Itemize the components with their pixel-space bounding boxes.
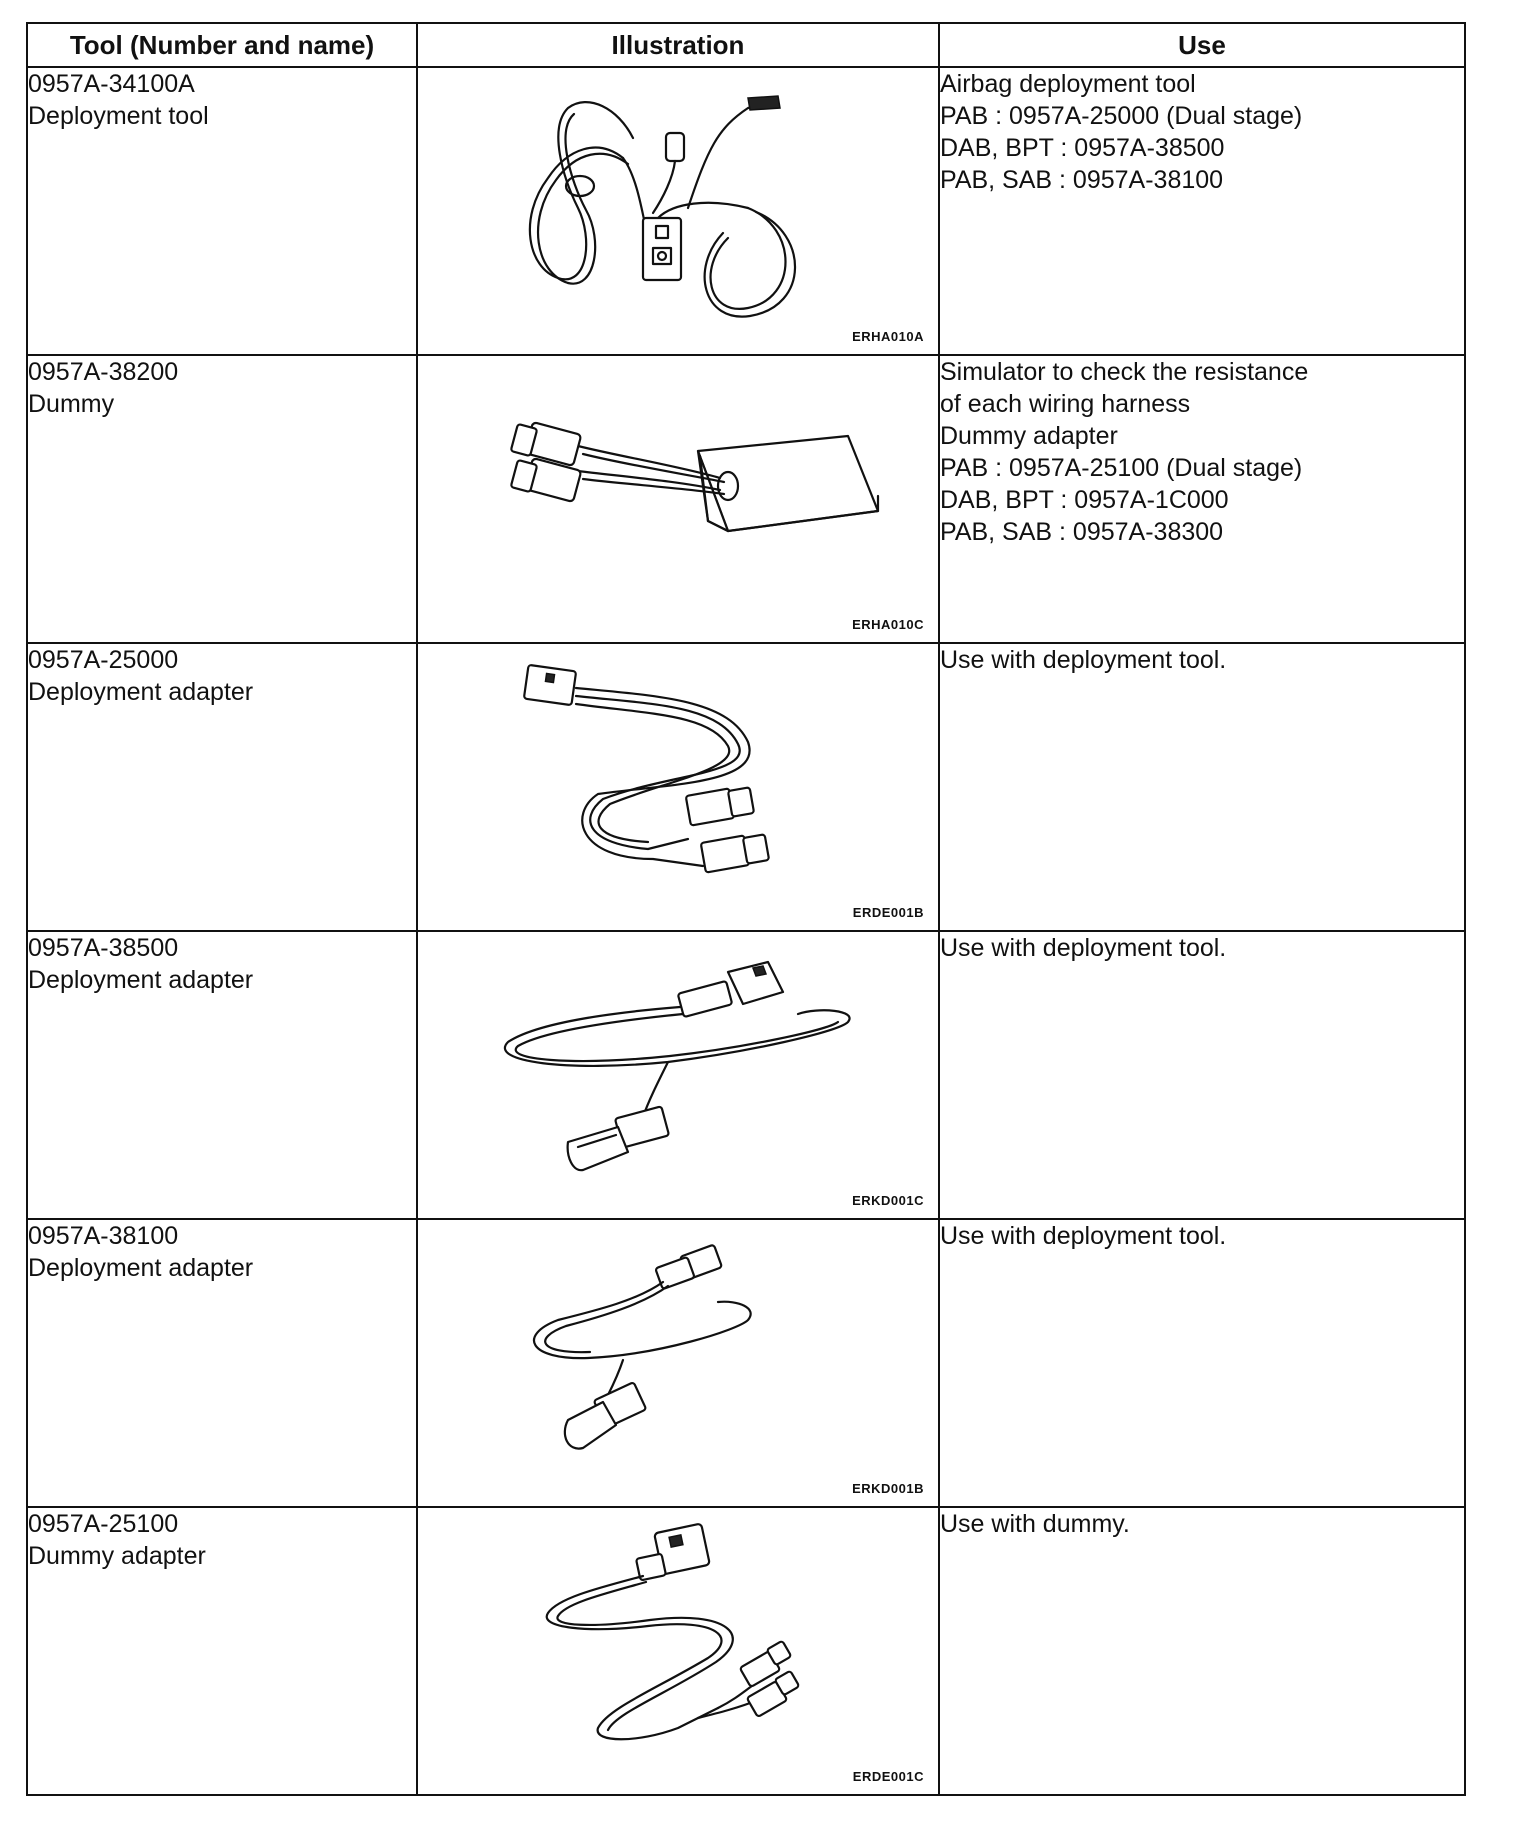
table-row	[27, 1219, 1465, 1507]
use-cell	[939, 1219, 1465, 1507]
tool-number: 0957A-38200	[28, 358, 179, 386]
tool-cell	[27, 1507, 417, 1795]
tool-name: Dummy	[28, 390, 115, 418]
tool-name: Dummy adapter	[28, 1542, 206, 1570]
tool-number: 0957A-38100	[28, 1222, 179, 1250]
table-row	[27, 1507, 1465, 1795]
use-cell	[939, 643, 1465, 931]
dummy-illustration	[418, 356, 936, 640]
deployment-adapter-illustration	[418, 1220, 936, 1504]
deployment-adapter-illustration	[418, 644, 936, 928]
use-line: PAB, SAB : 0957A-38100	[940, 166, 1224, 194]
tool-name: Deployment tool	[28, 102, 209, 130]
illustration-cell	[417, 643, 939, 931]
header-illustration: Illustration	[417, 23, 939, 67]
special-tools-page	[26, 22, 1464, 1800]
table-row	[27, 355, 1465, 643]
tool-cell	[27, 67, 417, 355]
figure-code: ERDE001C	[852, 1769, 924, 1784]
tool-number: 0957A-38500	[28, 934, 179, 962]
use-cell	[939, 931, 1465, 1219]
table-row	[27, 67, 1465, 355]
use-cell	[939, 1507, 1465, 1795]
tool-cell	[27, 643, 417, 931]
illustration-cell	[417, 1507, 939, 1795]
use-line: Simulator to check the resistance	[940, 358, 1309, 386]
figure-code: ERKD001B	[852, 1481, 924, 1496]
use-line: Airbag deployment tool	[940, 70, 1196, 98]
deployment-tool-illustration	[418, 68, 936, 352]
illustration-cell	[417, 1219, 939, 1507]
header-use: Use	[939, 23, 1465, 67]
header-tool: Tool (Number and name)	[27, 23, 417, 67]
use-line: DAB, BPT : 0957A-1C000	[940, 486, 1229, 514]
illustration-cell	[417, 931, 939, 1219]
use-line: Use with deployment tool.	[940, 646, 1227, 674]
use-line: PAB : 0957A-25000 (Dual stage)	[940, 102, 1303, 130]
tool-number: 0957A-25000	[28, 646, 179, 674]
figure-code: ERKD001C	[852, 1193, 924, 1208]
table-row	[27, 643, 1465, 931]
figure-code: ERHA010A	[852, 329, 924, 344]
illustration-cell	[417, 67, 939, 355]
tool-cell	[27, 1219, 417, 1507]
special-tools-table	[26, 22, 1466, 1796]
tool-name: Deployment adapter	[28, 1254, 254, 1282]
tool-cell	[27, 355, 417, 643]
use-cell	[939, 355, 1465, 643]
use-line: Dummy adapter	[940, 422, 1118, 450]
use-line: PAB, SAB : 0957A-38300	[940, 518, 1224, 546]
tool-number: 0957A-25100	[28, 1510, 179, 1538]
table-row	[27, 931, 1465, 1219]
use-line: DAB, BPT : 0957A-38500	[940, 134, 1225, 162]
tool-cell	[27, 931, 417, 1219]
tool-name: Deployment adapter	[28, 678, 254, 706]
figure-code: ERDE001B	[852, 905, 924, 920]
use-line: Use with deployment tool.	[940, 934, 1227, 962]
tool-name: Deployment adapter	[28, 966, 254, 994]
deployment-adapter-illustration	[418, 932, 936, 1216]
use-line: Use with dummy.	[940, 1510, 1130, 1538]
dummy-adapter-illustration	[418, 1508, 936, 1792]
use-line: PAB : 0957A-25100 (Dual stage)	[940, 454, 1303, 482]
illustration-cell	[417, 355, 939, 643]
use-line: of each wiring harness	[940, 390, 1191, 418]
table-header-row	[27, 23, 1465, 67]
use-cell	[939, 67, 1465, 355]
use-line: Use with deployment tool.	[940, 1222, 1227, 1250]
figure-code: ERHA010C	[852, 617, 924, 632]
tool-number: 0957A-34100A	[28, 70, 195, 98]
